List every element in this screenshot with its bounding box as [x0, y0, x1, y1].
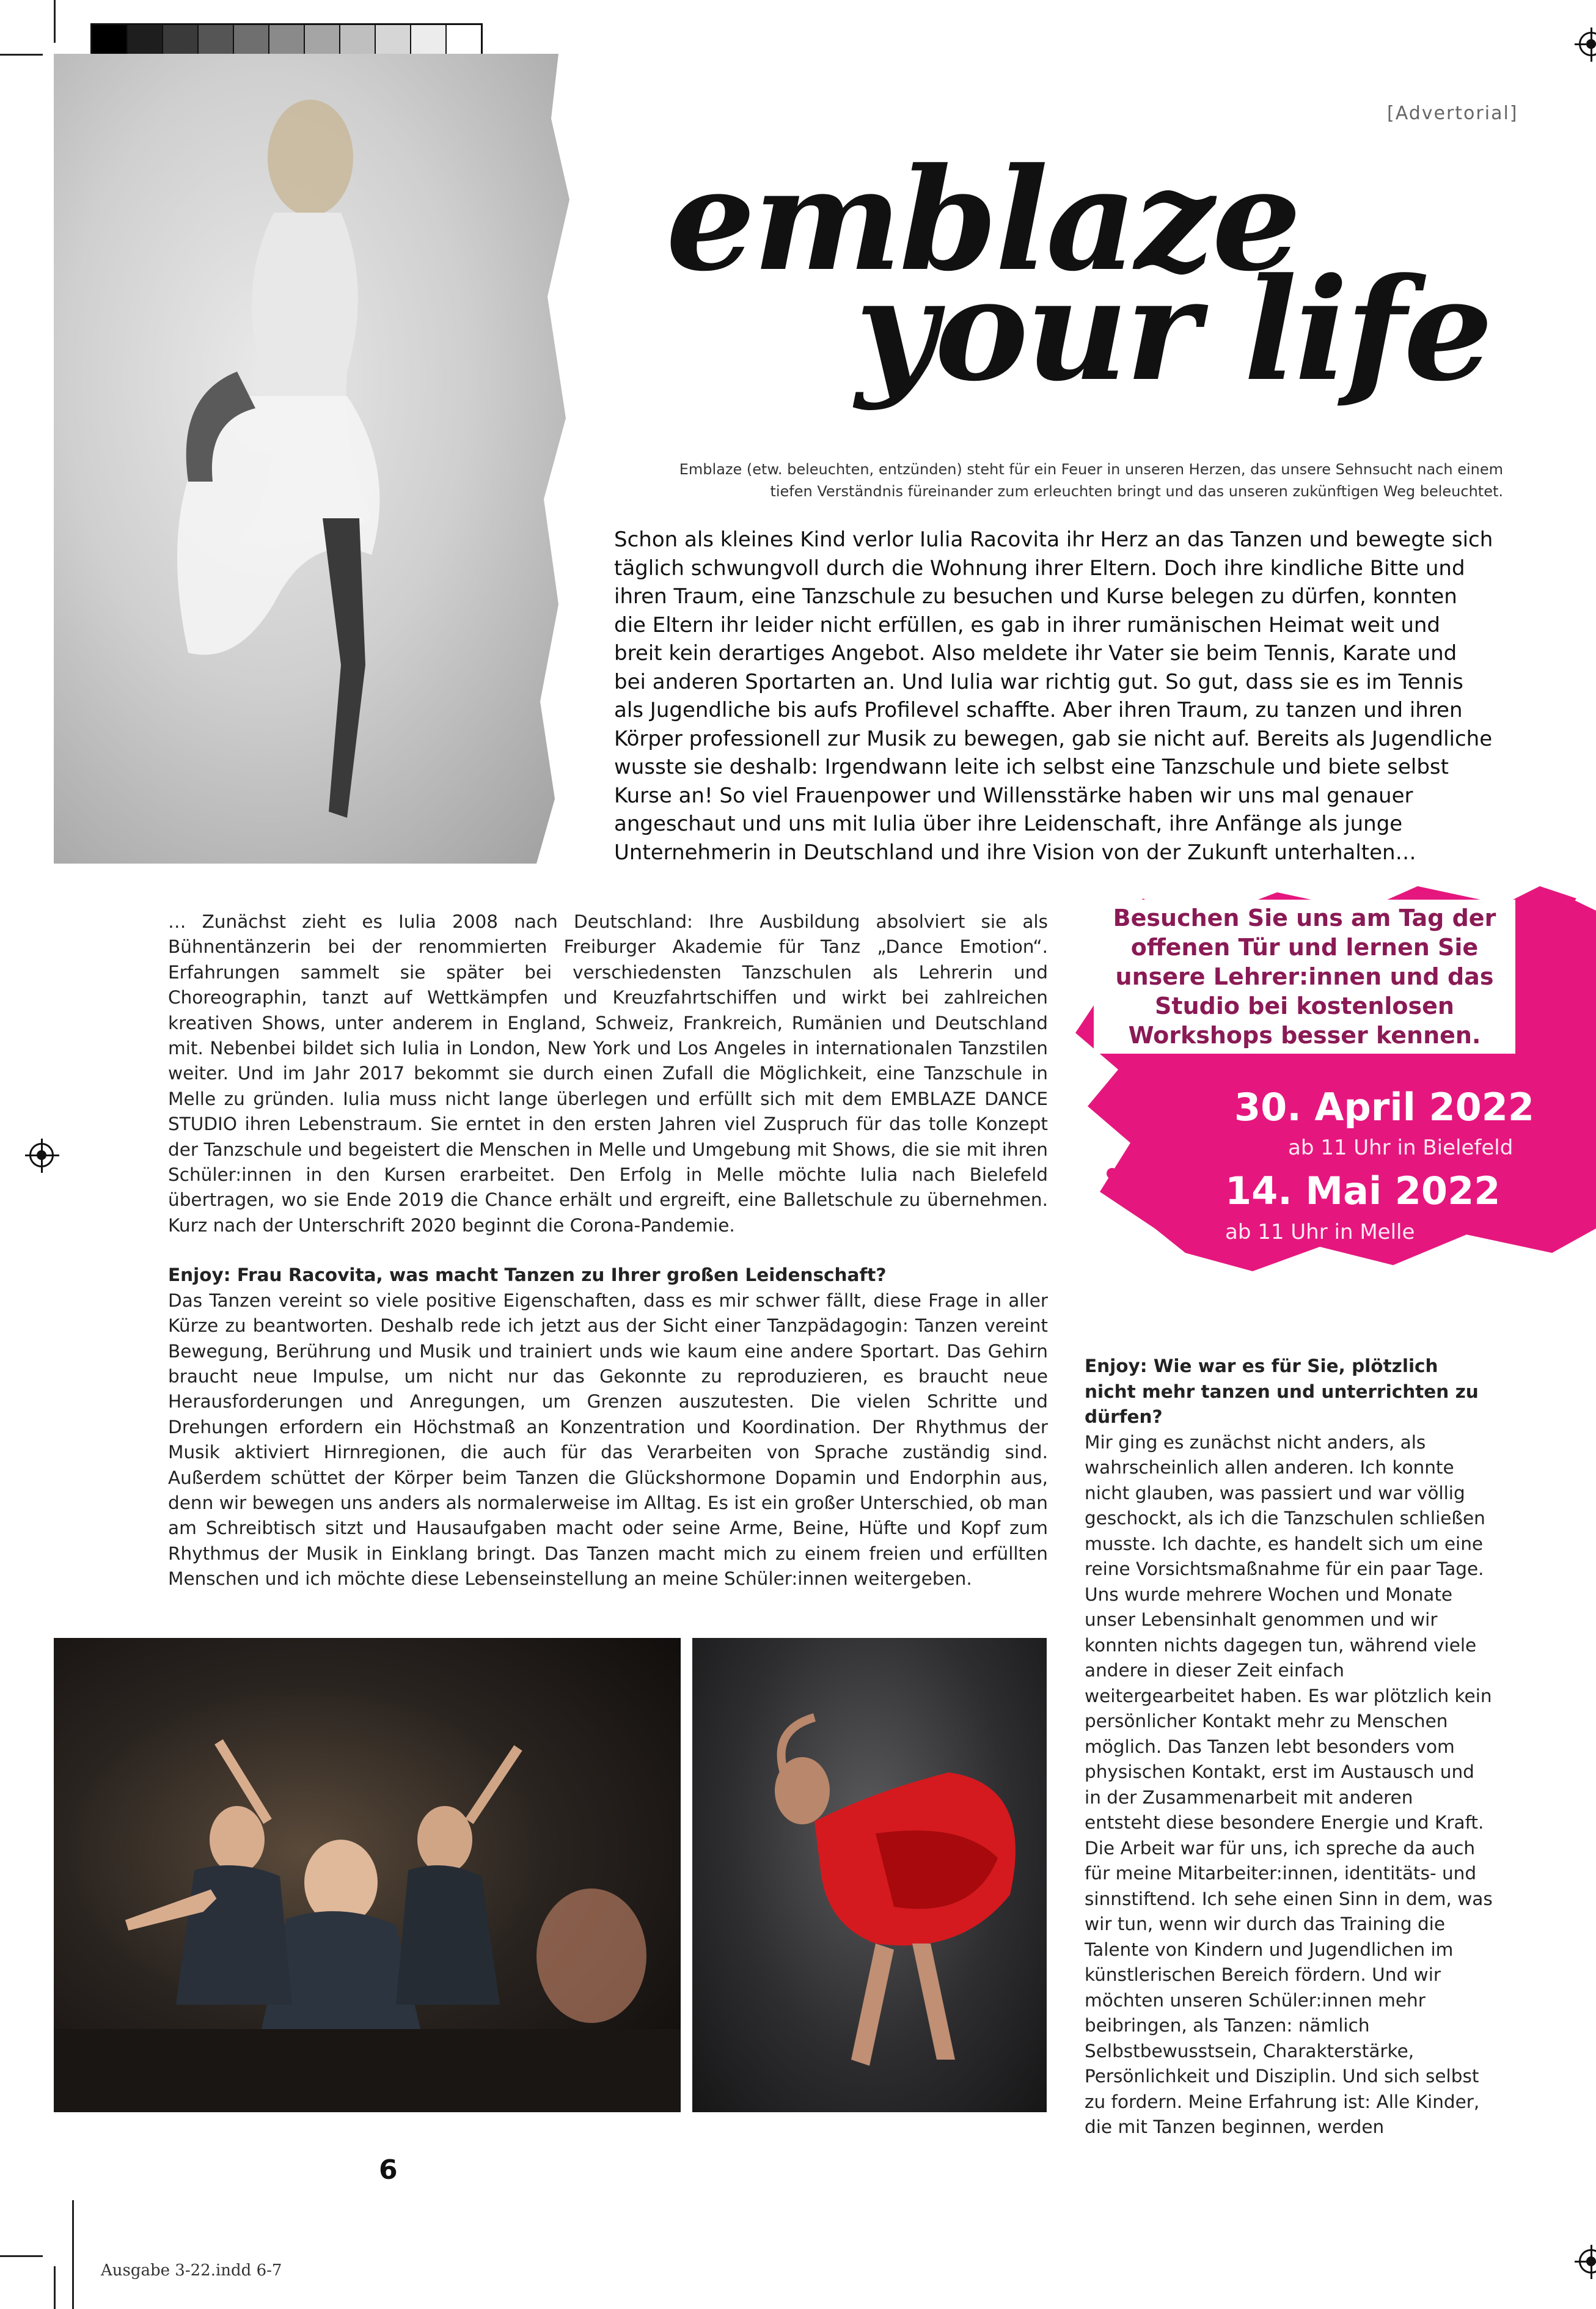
event-time-bielefeld: ab 11 Uhr in Bielefeld [1288, 1136, 1514, 1160]
tagline [629, 458, 1503, 502]
event-date-melle: 14. Mai 2022 [1225, 1169, 1501, 1213]
print-file-info: Ausgabe 3-22.indd 6-7 [101, 2261, 282, 2280]
dancer-silhouette-icon [54, 54, 585, 864]
registration-mark-icon [29, 1143, 54, 1167]
headline-line-2: your life [855, 248, 1491, 413]
advertorial-label: [Advertorial] [1387, 103, 1518, 124]
promo-text-content: Besuchen Sie uns am Tag der offenen Tür und lernen Sie unsere Lehrer:innen und das Studio bei kostenlosen Workshops besser kennen. [1094, 900, 1515, 1054]
tagline-line: Emblaze (etw. beleuchten, entzünden) steht für ein Feuer in unseren Herzen, das unsere Sehnsucht nach einem [679, 461, 1503, 478]
interview-question: Enjoy: Wie war es für Sie, plötzlich nicht mehr tanzen und unterrichten zu dürfen? [1085, 1356, 1479, 1427]
hero-dancer-photo [54, 54, 585, 864]
dancers-group-icon [54, 1638, 681, 2112]
crop-mark [0, 2255, 43, 2257]
registration-mark-icon [1579, 32, 1596, 56]
group-dance-photo [54, 1638, 681, 2112]
crop-mark [0, 54, 43, 56]
article-body-left [168, 909, 1048, 1617]
interview-answer: Das Tanzen vereint so viele positive Eigenschaften, dass es mir schwer fällt, diese Frage in aller Kürze zu beantworten. Deshalb rede ich jetzt aus der Sicht einer Tanzpädagogin: Tanzen vereint Bewegung, Berührung und Musik und trainiert unds wie kaum eine andere Sportart. Das Gehirn braucht neue Impulse, um nicht nur das Gekonnte zu reproduzieren, es braucht neue Herausforderungen und Anregungen, um Grenzen auszutesten. Die vielen Schritte und Drehungen erfordern ein Höchstmaß an Konzentration und Koordination. Der Rhythmus der Musik aktiviert Hirnregionen, die auch für das Verarbeiten von Sprache zuständig sind. Außerdem schüttet der Körper beim Tanzen die Glückshormone Dopamin und Endorphin aus, denn wir bewegen uns anders als normalerweise im Alltag. Es ist ein großer Unterschied, ob man am Schreibtisch sitzt und Hausaufgaben macht oder seine Arme, Beine, Hüfte und Kopf zum Rhythmus der Musik in Einklang bringt. Das Tanzen macht mich zu einem freien und erfüllten Menschen und ich möchte diese Lebenseinstellung an meine Schüler:innen weitergeben. [168, 1290, 1048, 1590]
registration-mark-icon [1579, 2249, 1596, 2274]
event-date-bielefeld: 30. April 2022 [1234, 1085, 1535, 1129]
page-number: 6 [379, 2154, 398, 2186]
tagline-line: tiefen Verständnis füreinander zum erleuchten bringt und das unseren zukünftigen Weg beleuchtet. [770, 483, 1503, 500]
crop-mark [54, 2266, 56, 2309]
event-time-melle: ab 11 Uhr in Melle [1225, 1220, 1415, 1244]
promo-text [1094, 900, 1515, 1054]
crop-mark [72, 2200, 74, 2309]
crop-mark [54, 0, 56, 43]
article-paragraph: … Zunächst zieht es Iulia 2008 nach Deutschland: Ihre Ausbildung absolviert sie als Bühnentänzerin bei der renommierten Freiburger Akademie für Tanz „Dance Emotion“. Erfahrungen sammelt sie später bei verschiedensten Tanzschulen als Lehrerin und Choreographin, tanzt auf Wettkämpfen und Kreuzfahrtschiffen und wirkt bei zahlreichen kreativen Shows, unter anderem in England, Schweiz, Frankreich, Rumänien und Deutschland mit. Nebenbei bildet sich Iulia in London, New York und Los Angeles in internationalen Tanzstilen weiter. Und im Jahr 2017 bekommt sie durch einen Zufall die Möglichkeit, eine Tanzschule in Melle zu gründen. Iulia muss nicht lange überlegen und erfüllt sich mit dem EMBLAZE DANCE STUDIO ihren Lebenstraum. Sie erntet in den ersten Jahren viel Zuspruch für das tolle Konzept der Tanzschule und begeistert die Menschen in Melle und Umgebung mit Shows, die sie mit ihren Schüler:innen in den Kursen erarbeitet. Den Erfolg in Melle möchte Iulia nach Bielefeld übertragen, wo sie Ende 2019 die Chance erhält und ergreift, eine Balletschule zu übernehmen. Kurz nach der Unterschrift 2020 beginnt die Corona-Pandemie. [168, 911, 1048, 1236]
intro-paragraph: Schon als kleines Kind verlor Iulia Racovita ihr Herz an das Tanzen und bewegte sich täglich schwungvoll durch die Wohnung ihrer Eltern. Doch ihre kindliche Bitte und ihren Traum, eine Tanzschule zu besuchen und Kurse belegen zu dürfen, konnten die Eltern ihr leider nicht erfüllen, es gab in ihrer rumänischen Heimat weit und breit kein derartiges Angebot. Also meldete ihr Vater sie beim Tennis, Karate und bei anderen Sportarten an. Und Iulia war richtig gut. So gut, dass sie es im Tennis als Jugendliche bis aufs Profilevel schaffte. Aber ihren Traum, zu tanzen und ihren Körper professionell zur Musik zu bewegen, gab sie nicht auf. Bereits als Jugendliche wusste sie deshalb: Irgendwann leite ich selbst eine Tanzschule und biete selbst Kurse an! So viel Frauenpower und Willensstärke haben wir uns mal genauer angeschaut und uns mit Iulia über ihre Leidenschaft, ihre Anfänge als junge Unternehmerin in Deutschland und ihre Vision von der Zukunft unterhalten… [614, 527, 1493, 865]
interview-question: Enjoy: Frau Racovita, was macht Tanzen zu Ihrer großen Leidenschaft? [168, 1265, 887, 1286]
interview-answer: Mir ging es zunächst nicht anders, als wahrscheinlich allen anderen. Ich konnte nicht glauben, was passiert und war völlig geschockt, als ich die Tanzschulen schließen musste. Ich dachte, es handelt sich um eine reine Vorsichtsmaßnahme für ein paar Tage. Uns wurde mehrere Wochen und Monate unser Lebensinhalt genommen und wir konnten nichts dagegen tun, während viele andere in dieser Zeit einfach weitergearbeitet haben. Es war plötzlich kein persönlicher Kontakt mehr zu Menschen möglich. Das Tanzen lebt besonders vom physischen Kontakt, erst im Austausch und in der Zusammenarbeit mit anderen entsteht diese besondere Energie und Kraft. Die Arbeit war für uns, ich spreche da auch für meine Mitarbeiter:innen, identitäts- und sinnstiftend. Ich sehe einen Sinn in dem, was wir tun, wenn wir durch das Training die Talente von Kindern und Jugendlichen im künstlerischen Bereich fördern. Und wir möchten unseren Schüler:innen mehr beibringen, als Tanzen: nämlich Selbstbewusstsein, Charakterstärke, Persönlichkeit und Disziplin. Und sich selbst zu fordern. Meine Erfahrung ist: Alle Kinder, die mit Tanzen beginnen, werden [1085, 1431, 1493, 2137]
red-dress-dancer-photo [692, 1638, 1047, 2112]
headline-line-1: emblaze [666, 138, 1299, 303]
red-dress-dancer-icon [692, 1638, 1047, 2112]
article-body-right [1085, 1354, 1494, 2140]
